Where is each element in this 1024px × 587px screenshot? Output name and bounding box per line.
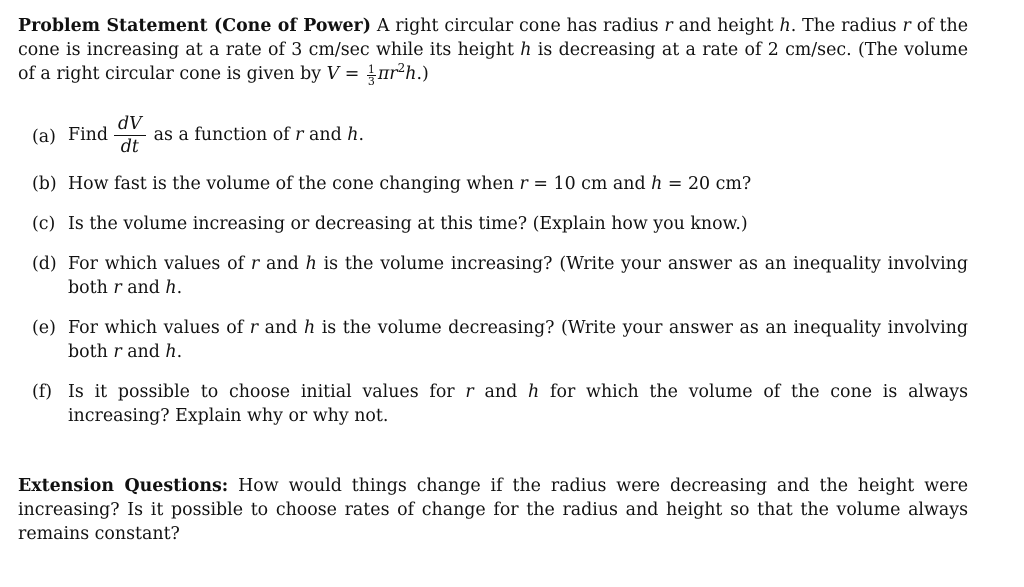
question-c-label: (c): [32, 214, 56, 234]
question-a: (a) Find $\frac{dV}{dt}$ as a function of r and h.: [32, 114, 364, 157]
question-b-label: (b): [32, 174, 57, 194]
question-a-label: (a): [32, 127, 56, 147]
question-e: (e) For which values of r and h is the volume decreasing? (Write your answer as an inequality involving both r and h.: [32, 318, 969, 362]
question-c: (c) Is the volume increasing or decreasing at this time? (Explain how you know.): [32, 214, 748, 234]
question-f-label: (f): [32, 382, 53, 402]
question-list: [18, 113, 968, 428]
question-e-label: (e): [32, 318, 56, 338]
worksheet-page: [18, 14, 968, 546]
problem-statement: Problem Statement (Cone of Power) A right circular cone has radius r and height h. The radius r of the cone is increasing at a rate of 3 cm/sec while its height h is decreasing at a rate of 2 cm/sec. (The volume of a right circular cone is given by V = $\frac{1}{3}$ $\pi r^2h$.): [18, 16, 968, 88]
extension-questions: Extension Questions: How would things change if the radius were decreasing and the height were increasing? Is it possible to choose rates of change for the radius and height so that the volume always remains constant?: [18, 476, 969, 544]
extension-title: Extension Questions:: [18, 476, 229, 496]
one-third-fraction: $\frac{1}{3}$: [367, 63, 375, 88]
question-b: (b) How fast is the volume of the cone changing when r = 10 cm and h = 20 cm?: [32, 174, 752, 194]
question-d-label: (d): [32, 254, 57, 274]
question-f: (f) Is it possible to choose initial values for r and h for which the volume of the cone is always increasing? Explain why or why not.: [32, 382, 968, 426]
volume-formula: V = $\frac{1}{3}$ $\pi r^2h$: [326, 61, 417, 88]
problem-title: Problem Statement (Cone of Power): [18, 16, 371, 36]
question-d: (d) For which values of r and h is the volume increasing? (Write your answer as an inequality involving both r and h.: [32, 254, 968, 298]
dv-dt-fraction: $\frac{dV}{dt}$: [114, 113, 146, 158]
